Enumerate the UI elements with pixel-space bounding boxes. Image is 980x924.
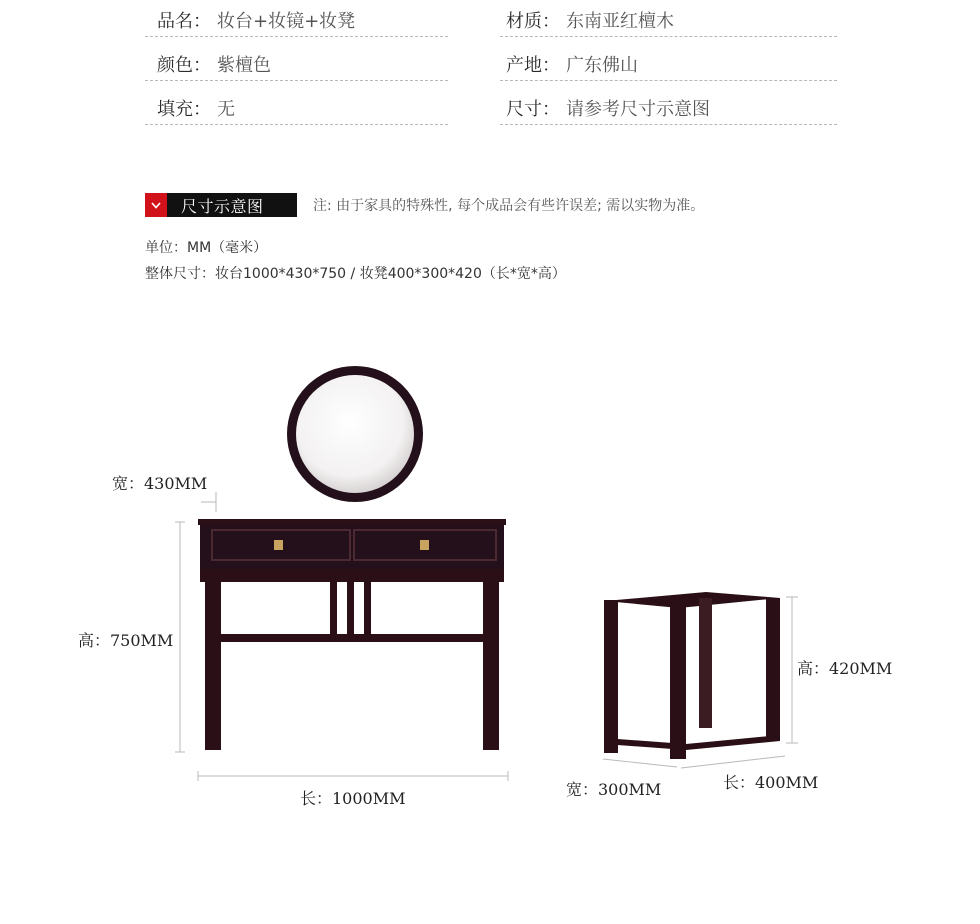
stool-width-label: 宽：300MM [566, 780, 662, 799]
spec-label: 品名： [157, 10, 211, 32]
spec-value: 广东佛山 [566, 54, 638, 76]
spec-label: 尺寸： [506, 98, 560, 120]
spec-label: 颜色： [157, 54, 211, 76]
dressing-table [198, 519, 506, 750]
stool-height-label: 高：420MM [797, 659, 893, 678]
table-height-label: 高：750MM [78, 631, 174, 650]
section-title: 尺寸示意图 [181, 196, 264, 216]
table-width-label: 宽：430MM [112, 474, 208, 493]
spec-value: 东南亚红檀木 [566, 10, 674, 32]
spec-label: 材质： [506, 10, 560, 32]
spec-value: 紫檀色 [217, 54, 271, 76]
spec-label: 填充： [157, 98, 211, 120]
stool-length-label: 长：400MM [723, 773, 819, 792]
round-mirror [287, 366, 423, 502]
section-note: 注: 由于家具的特殊性, 每个成品会有些许误差; 需以实物为准。 [313, 198, 705, 214]
unit-text: 单位：MM（毫米） [145, 240, 268, 256]
spec-value: 无 [217, 98, 235, 120]
spec-label: 产地： [506, 54, 560, 76]
overall-size-text: 整体尺寸：妆台1000*430*750 / 妆凳400*300*420（长*宽*高） [145, 266, 566, 282]
stool [604, 592, 780, 759]
spec-value: 请参考尺寸示意图 [566, 98, 710, 120]
spec-value: 妆台+妆镜+妆凳 [217, 10, 356, 32]
table-length-label: 长：1000MM [300, 789, 406, 808]
